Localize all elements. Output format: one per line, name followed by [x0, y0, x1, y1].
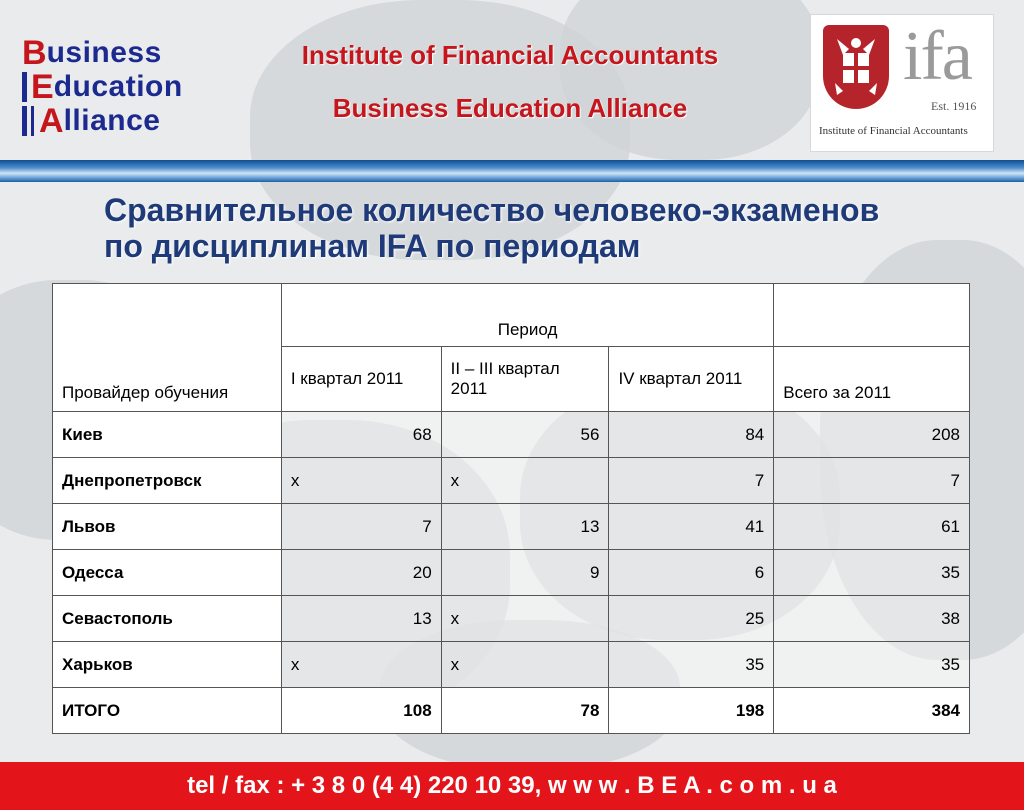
value-cell: 20 — [281, 550, 441, 596]
city-cell: Днепропетровск — [53, 458, 282, 504]
ifa-name: Institute of Financial Accountants — [819, 125, 968, 137]
logo-bar — [22, 106, 27, 136]
table-row — [53, 550, 970, 596]
value-cell: 7 — [774, 458, 970, 504]
value-cell: 7 — [281, 504, 441, 550]
slide-title: Сравнительное количество человеко-экзаменов по дисциплинам IFA по периодам — [104, 192, 880, 264]
empty-header-cell — [774, 284, 970, 347]
value-cell: 208 — [774, 412, 970, 458]
value-cell: 9 — [441, 550, 609, 596]
logo-line — [22, 36, 222, 70]
city-cell: Харьков — [53, 642, 282, 688]
ifa-established: Est. 1916 — [931, 99, 977, 113]
total-label: ИТОГО — [53, 688, 282, 734]
provider-header: Провайдер обучения — [53, 284, 282, 412]
value-cell: x — [281, 458, 441, 504]
value-cell: x — [281, 642, 441, 688]
ifa-letters: ifa — [903, 18, 971, 95]
ifa-logo — [810, 14, 994, 152]
city-cell: Севастополь — [53, 596, 282, 642]
value-cell: 35 — [609, 642, 774, 688]
total-cell: 384 — [774, 688, 970, 734]
table-row — [53, 642, 970, 688]
value-cell: 13 — [281, 596, 441, 642]
value-cell: 6 — [609, 550, 774, 596]
value-cell: 84 — [609, 412, 774, 458]
value-cell: 38 — [774, 596, 970, 642]
table-row — [53, 458, 970, 504]
exam-table — [52, 283, 970, 734]
column-header: IV квартал 2011 — [609, 347, 774, 412]
header — [0, 0, 1024, 160]
alliance-title: Business Education Alliance — [332, 93, 688, 123]
city-cell: Киев — [53, 412, 282, 458]
ifa-shield-icon — [823, 25, 889, 109]
total-cell: 198 — [609, 688, 774, 734]
total-cell: 108 — [281, 688, 441, 734]
value-cell: 68 — [281, 412, 441, 458]
value-cell: 61 — [774, 504, 970, 550]
institute-title: Institute of Financial Accountants — [301, 40, 719, 70]
value-cell: 35 — [774, 642, 970, 688]
period-header: Период — [281, 284, 773, 347]
value-cell: 41 — [609, 504, 774, 550]
business-education-alliance-logo — [22, 36, 222, 138]
value-cell: 7 — [609, 458, 774, 504]
logo-line — [22, 104, 222, 138]
table-row — [53, 596, 970, 642]
city-cell: Львов — [53, 504, 282, 550]
logo-initial: A — [39, 102, 64, 140]
value-cell: x — [441, 642, 609, 688]
column-header: II – III квартал 2011 — [441, 347, 609, 412]
value-cell: 25 — [609, 596, 774, 642]
header-row — [53, 284, 970, 347]
header-stripe — [0, 160, 1024, 182]
table-row — [53, 504, 970, 550]
value-cell: x — [441, 458, 609, 504]
logo-bar — [22, 72, 27, 102]
logo-initial: B — [22, 34, 47, 72]
column-header: Всего за 2011 — [774, 347, 970, 412]
value-cell: x — [441, 596, 609, 642]
value-cell: 35 — [774, 550, 970, 596]
contact-footer: tel / fax : + 3 8 0 (4 4) 220 10 39, w w w . B E A . c o m . u a — [0, 762, 1024, 810]
logo-line — [22, 70, 222, 104]
table-row — [53, 412, 970, 458]
logo-initial: E — [31, 68, 54, 106]
total-row — [53, 688, 970, 734]
city-cell: Одесса — [53, 550, 282, 596]
logo-word: ducation — [53, 70, 183, 103]
column-header: I квартал 2011 — [281, 347, 441, 412]
logo-word: lliance — [63, 104, 161, 137]
total-cell: 78 — [441, 688, 609, 734]
logo-word: usiness — [46, 36, 162, 69]
logo-bar — [31, 106, 34, 136]
value-cell: 13 — [441, 504, 609, 550]
value-cell: 56 — [441, 412, 609, 458]
